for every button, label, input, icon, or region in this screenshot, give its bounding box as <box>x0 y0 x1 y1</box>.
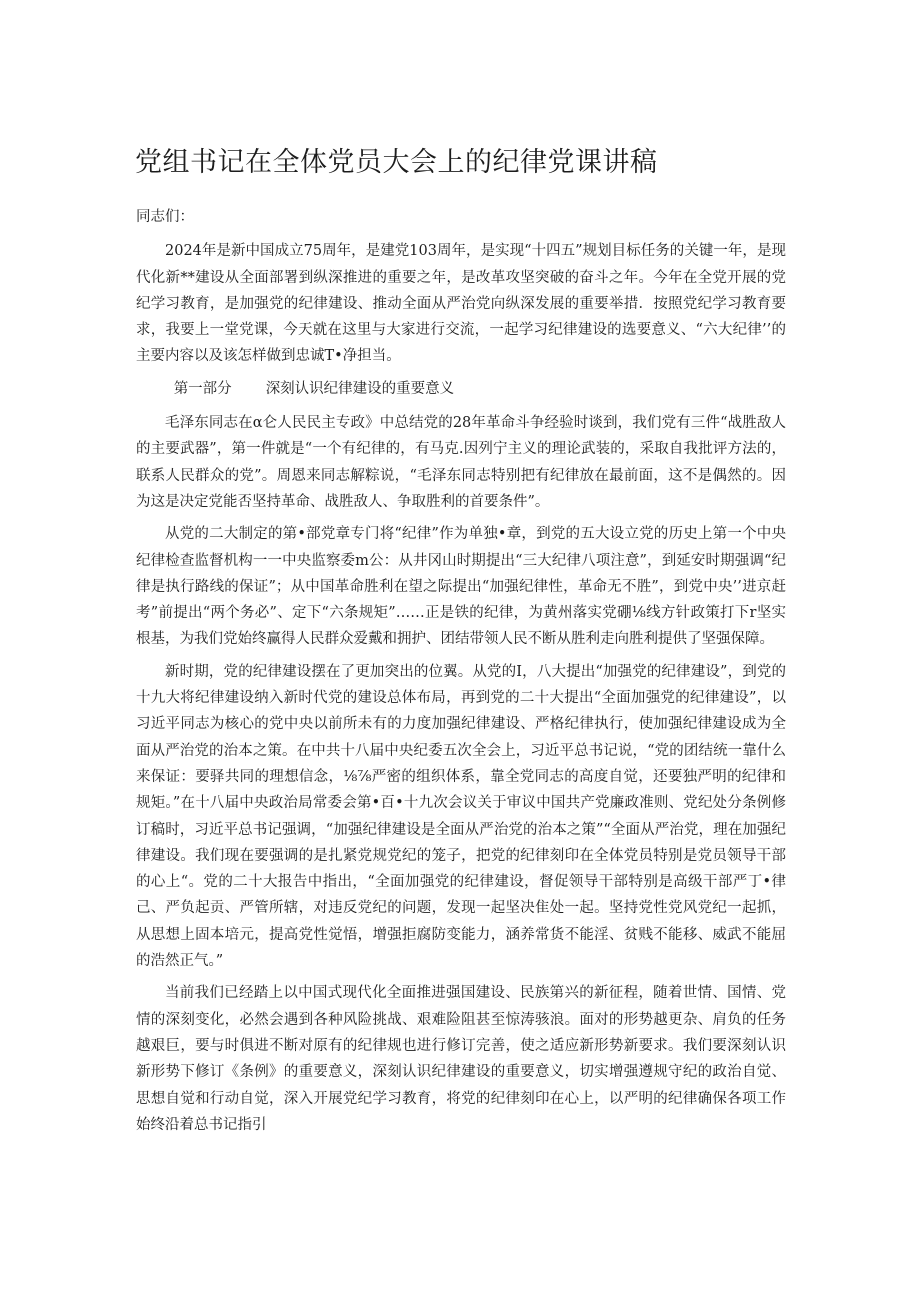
section-title: 深刻认识纪律建设的重要意义 <box>265 380 455 397</box>
paragraph: 当前我们已经踏上以中国式现代化全面推进强国建设、民族第兴的新征程，随着世情、国情、党情的深刻变化，必然会遇到各种风险挑战、艰难险阻甚至惊涛骇浪。面对的形势越更杂、肩负的任务越艰巨，要与时俱进不断对原有的纪律规也进行修订完善，使之适应新形势新要求。我们要深刻认识新形势下修订《条例》的重要意义，深刻认识纪律建设的重要意义，切实增强遵规守纪的政治自觉、思想自觉和行动自觉，深入开展党纪学习教育，将党的纪律刻印在心上，以严明的纪律确保各项工作始终沿着总书记指引 <box>136 985 786 1133</box>
paragraph-intro: 2024年是新中国成立75周年，是建党103周年，是实现“十四五”规划目标任务的关键一年，是现代化新**建设从全面部署到纵深推进的重要之年，是改革攻坚突破的奋斗之年。今年在全党开展的党纪学习教育，是加强党的纪律建设、推动全面从严治党向纵深发展的重要举措．按照党纪学习教育要求，我要上一堂党课，今天就在这里与大家进行交流，一起学习纪律建设的选要意义、“六大纪律’’的主要内容以及该怎样做到忠诚T•净担当。 <box>136 243 786 365</box>
paragraph: 毛泽东同志在α仑人民民主专政》中总结党的28年革命斗争经验时谈到，我们党有三件“战胜敌人的主要武器”，第一件就是“一个有纪律的，有马克.因列宁主义的理论武装的，采取自我批评方法的，联系人民群众的党”。周恩来同志解粽说，“毛泽东同志特别把有纪律放在最前面，这不是偶然的。因为这是决定党能否坚持革命、战胜敌人、争取胜利的首要条件”。 <box>136 415 786 510</box>
document-title: 党组书记在全体党员大会上的纪律党课讲稿 <box>135 147 658 178</box>
section-label: 第一部分 <box>173 380 232 397</box>
section-heading <box>136 376 786 402</box>
paragraph: 新时期，党的纪律建设摆在了更加突出的位翼。从党的I，八大提出“加强党的纪律建设”，到党的十九大将纪律建设纳入新时代党的建设总体布局，再到党的二十大提出“全面加强党的纪律建设”，以习近平同志为核心的党中央以前所未有的力度加强纪律建设、严格纪律执行，使加强纪律建设成为全面从严治党的治本之策。在中共十八届中央纪委五次全会上，习近平总书记说，“党的团结统一靠什么来保证：要驿共同的理想信念，⅛⅞严密的组织体系，靠全党同志的高度自觉，还要独严明的纪律和规矩。”在十八届中央政治局常委会第•百•十九次会议关于审议中国共产党廉政准则、党纪处分条例修订稿时，习近平总书记强调，“加强纪律建设是全面从严治党的治本之策”“全面从严治党，理在加强纪律建设。我们现在要强调的是扎紧党规党纪的笼子，把党的纪律刻印在全体党员特别是党员领导干部的心上“。党的二十大报告中指出，“全面加强党的纪律建设，督促领导干部特别是高级干部严丁•律己、严负起贡、严管所辖，对违反党纪的问题，发现一起坚决隹处一起。坚持党性党风党纪一起抓，从思想上固本培元，提高党性觉悟，增强拒腐防变能力，涵养常货不能淫、贫贱不能移、威武不能屈的浩然正气。” <box>136 663 786 970</box>
paragraph: 从党的二大制定的第•部党章专门将“纪律”作为单独•章，到党的五大设立党的历史上第一个中央纪律检查监督机构一一中央监察委m公：从井冈山时期提出“三大纪律八项注意”，到延安时期强调“纪律是执行路线的保证”；从中国革命胜利在望之际提出“加强纪律性，革命无不胜”，到党中央’’进京赶考”前提出“两个务必”、定下“六条规矩”……正是铁的纪律，为黄州落实党硼⅛线方针政策打下r坚实根基，为我们党始终赢得人民群众爱戴和拥护、团结带领人民不断从胜利走向胜利提供了坚强保障。 <box>136 526 786 648</box>
greeting: 同志们： <box>136 209 194 225</box>
document-body <box>136 204 786 1144</box>
